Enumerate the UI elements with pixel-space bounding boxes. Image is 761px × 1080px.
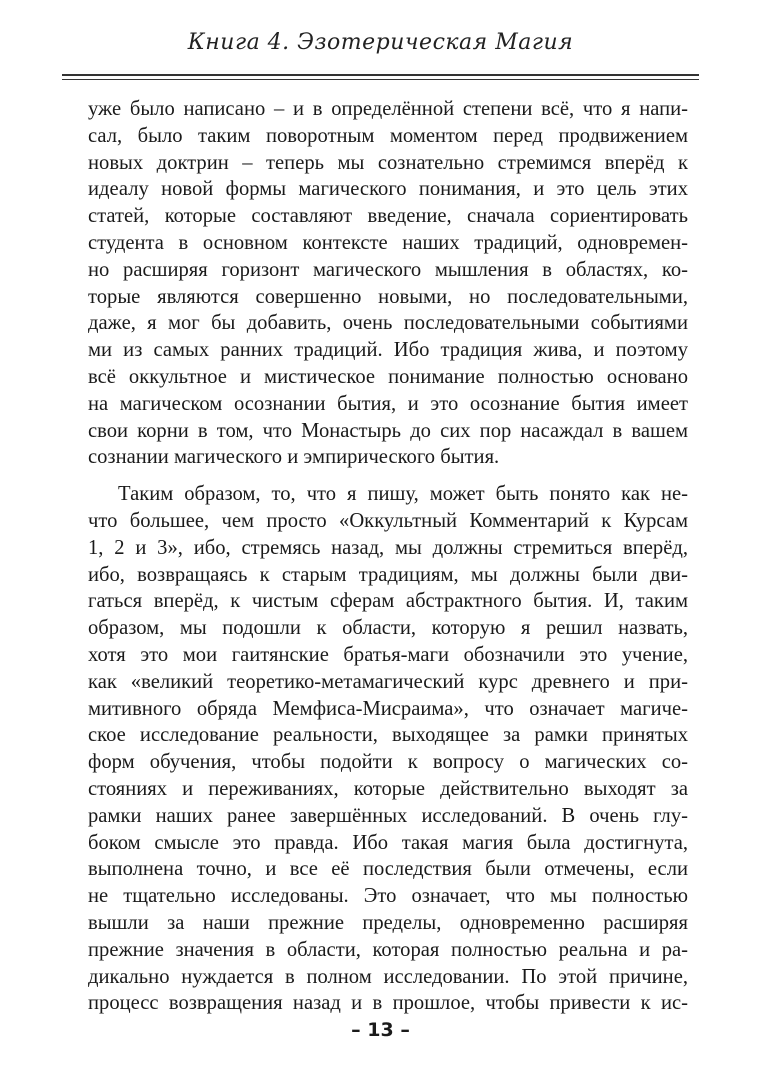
text-line: хотя это мои гаитянские братья-маги обозначили это учение, bbox=[88, 643, 688, 666]
text-line: торые являются совершенно новыми, но последовательными, bbox=[88, 285, 688, 308]
text-line: даже, я мог бы добавить, очень последовательными событиями bbox=[88, 312, 688, 335]
text-line: гаться вперёд, к чистым сферам абстрактного бытия. И, таким bbox=[88, 590, 688, 613]
text-line: боком смысле это правда. Ибо такая магия была достигнута, bbox=[88, 831, 688, 854]
paragraph bbox=[88, 481, 688, 1017]
body-text bbox=[88, 96, 688, 1017]
text-line: ибо, возвращаясь к старым традициям, мы должны были дви- bbox=[88, 563, 688, 586]
text-line: рамки наших ранее завершённых исследований. В очень глу- bbox=[88, 804, 688, 827]
text-line: сал, было таким поворотным моментом перед продвижением bbox=[88, 124, 688, 147]
text-line: митивного обряда Мемфиса-Мисраима», что означает магиче- bbox=[88, 697, 688, 720]
text-line: Таким образом, то, что я пишу, может быть понято как не- bbox=[118, 483, 688, 506]
text-line: вышли за наши прежние пределы, одновременно расширяя bbox=[88, 911, 688, 934]
text-line: выполнена точно, и все её последствия были отмечены, если bbox=[88, 858, 688, 881]
text-line: стояниях и переживаниях, которые действительно выходят за bbox=[88, 777, 688, 800]
text-line: процесс возвращения назад и в прошлое, чтобы привести к ис- bbox=[88, 992, 688, 1015]
text-line: прежние значения в области, которая полностью реальна и ра- bbox=[88, 938, 688, 961]
text-line: образом, мы подошли к области, которую я решил назвать, bbox=[88, 617, 688, 640]
text-line: всё оккультное и мистическое понимание полностью основано bbox=[88, 365, 688, 388]
header-rule-bottom bbox=[62, 79, 699, 80]
paragraph bbox=[88, 96, 688, 471]
text-line: дикально нуждается в полном исследовании. По этой причине, bbox=[88, 965, 688, 988]
page-number: – 13 – bbox=[351, 1019, 410, 1041]
text-line: как «великий теоретико-метамагический курс древнего и при- bbox=[88, 670, 688, 693]
header-rule-top bbox=[62, 74, 699, 76]
text-line: 1, 2 и 3», ибо, стремясь назад, мы должны стремиться вперёд, bbox=[88, 536, 688, 559]
text-line: на магическом осознании бытия, и это осознание бытия имеет bbox=[88, 392, 688, 415]
running-head: Книга 4. Эзотерическая Магия bbox=[187, 30, 574, 55]
text-line: сознании магического и эмпирического бытия. bbox=[88, 446, 500, 469]
text-line: уже было написано – и в определённой степени всё, что я напи- bbox=[88, 98, 688, 120]
text-line: форм обучения, чтобы подойти к вопросу о магических со- bbox=[88, 751, 688, 774]
text-line: ми из самых ранних традиций. Ибо традиция жива, и поэтому bbox=[88, 339, 688, 362]
text-line: но расширяя горизонт магического мышления в областях, ко- bbox=[88, 258, 688, 281]
paragraph-gap bbox=[88, 471, 688, 481]
text-line: новых доктрин – теперь мы сознательно стремимся вперёд к bbox=[88, 151, 688, 174]
text-line: свои корни в том, что Монастырь до сих пор насаждал в вашем bbox=[88, 419, 688, 442]
text-line: идеалу новой формы магического понимания, и это цель этих bbox=[88, 178, 688, 201]
text-line: студента в основном контексте наших традиций, одновремен- bbox=[88, 231, 688, 254]
text-line: ское исследование реальности, выходящее за рамки принятых bbox=[88, 724, 688, 747]
text-line: что большее, чем просто «Оккультный Комментарий к Курсам bbox=[88, 509, 688, 532]
text-line: статей, которые составляют введение, сначала сориентировать bbox=[88, 205, 688, 228]
text-line: не тщательно исследованы. Это означает, что мы полностью bbox=[88, 885, 688, 908]
